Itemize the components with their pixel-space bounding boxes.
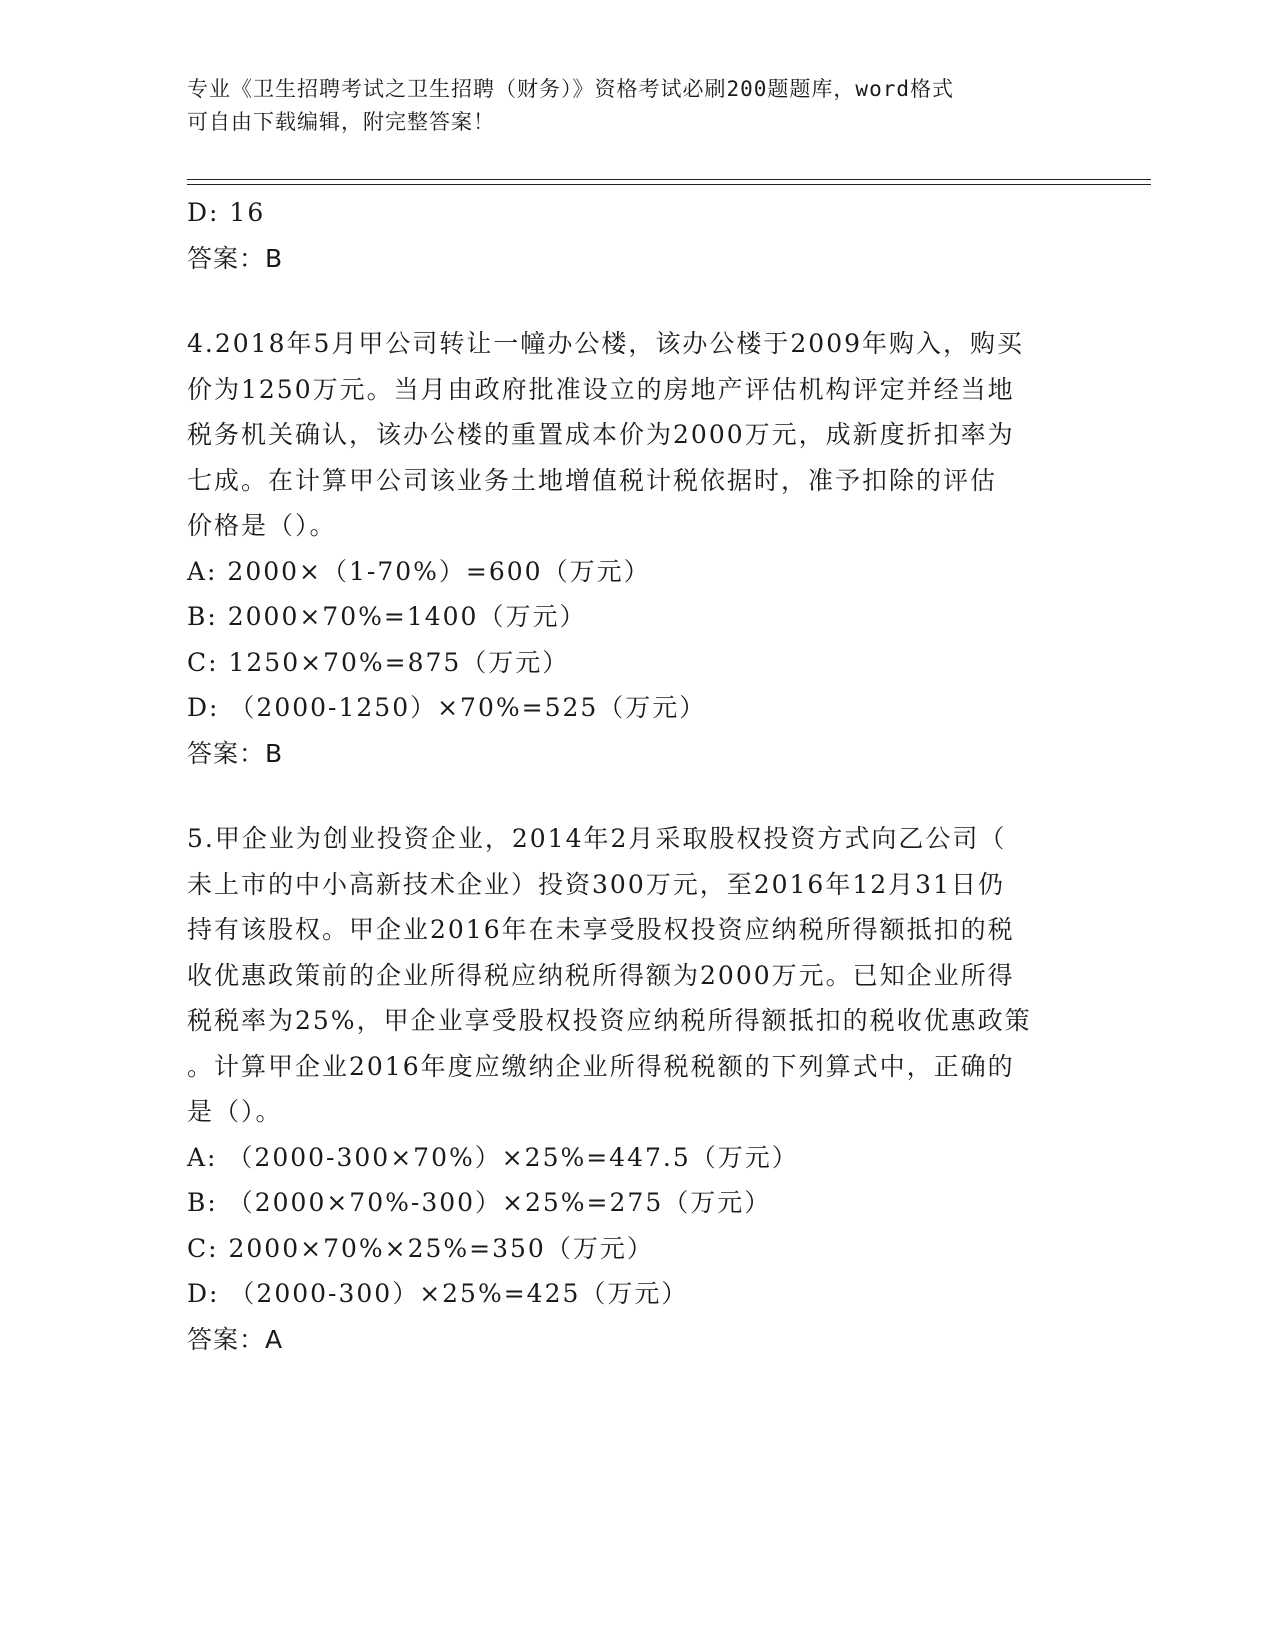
header-divider-top — [187, 179, 1151, 180]
q5-answer: 答案：A — [187, 1324, 284, 1354]
q3-option-d: D: 16 — [187, 198, 266, 227]
q4-stem-line: 七成。在计算甲公司该业务土地增值税计税依据时，准予扣除的评估 — [187, 465, 998, 495]
q4-option-d: D: （2000-1250）×70%=525（万元） — [187, 693, 707, 722]
header-title-line-1: 专业《卫生招聘考试之卫生招聘（财务）》资格考试必刷200题题库，word格式 — [187, 77, 954, 101]
q5-option-c: C: 2000×70%×25%=350（万元） — [187, 1233, 654, 1263]
q5-stem-line: 收优惠政策前的企业所得税应纳税所得额为2000万元。已知企业所得 — [187, 960, 1015, 990]
question-4 — [187, 321, 1087, 776]
header-title-line-2: 可自由下载编辑，附完整答案！ — [187, 110, 495, 134]
q5-option-d: D: （2000-300）×25%=425（万元） — [187, 1279, 689, 1308]
document-body — [187, 190, 1087, 1362]
q5-option-b: B: （2000×70%-300）×25%=275（万元） — [187, 1188, 772, 1217]
q5-stem-line: 持有该股权。甲企业2016年在未享受股权投资应纳税所得额抵扣的税 — [187, 915, 1015, 944]
q5-stem-line: 税税率为25%，甲企业享受股权投资应纳税所得额抵扣的税收优惠政策 — [187, 1006, 1032, 1035]
q5-stem-line: 。计算甲企业2016年度应缴纳企业所得税税额的下列算式中，正确的 — [187, 1051, 1015, 1081]
question-spacer — [187, 776, 1087, 816]
q4-option-b: B: 2000×70%=1400（万元） — [187, 602, 587, 631]
q5-stem-line: 未上市的中小高新技术企业）投资300万元，至2016年12月31日仍 — [187, 869, 1005, 899]
q5-option-a: A: （2000-300×70%）×25%=447.5（万元） — [187, 1142, 799, 1172]
q4-answer: 答案：B — [187, 738, 284, 768]
q4-stem-line: 价格是（）。 — [187, 511, 337, 540]
q4-option-a: A: 2000×（1-70%）=600（万元） — [187, 556, 651, 586]
q4-option-c: C: 1250×70%=875（万元） — [187, 647, 570, 677]
header-divider-bottom — [187, 184, 1151, 185]
question-spacer — [187, 281, 1087, 321]
q5-stem-line: 5.甲企业为创业投资企业，2014年2月采取股权投资方式向乙公司（ — [187, 824, 1007, 853]
q4-stem-line: 税务机关确认，该办公楼的重置成本价为2000万元，成新度折扣率为 — [187, 420, 1015, 449]
q4-stem-line: 4.2018年5月甲公司转让一幢办公楼，该办公楼于2009年购入，购买 — [187, 329, 1025, 358]
question-5 — [187, 816, 1087, 1362]
q5-stem-line: 是（）。 — [187, 1097, 283, 1126]
document-header — [187, 73, 1087, 139]
q3-answer: 答案：B — [187, 243, 284, 273]
q4-stem-line: 价为1250万元。当月由政府批准设立的房地产评估机构评定并经当地 — [187, 374, 1015, 404]
